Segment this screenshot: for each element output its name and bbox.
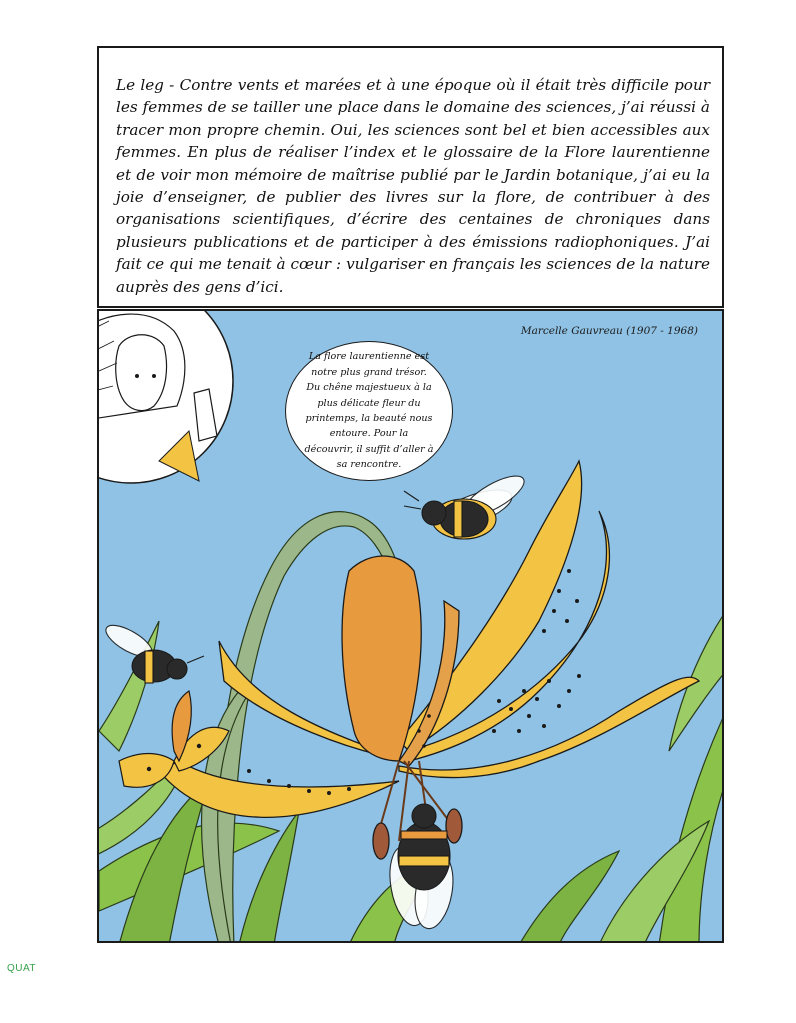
narration-text: Le leg - Contre vents et marées et à une époque où il était très difficile pour les femmes de se tailler une place dans le domaine des sciences, j’ai réussi à tracer mon propre chemin. Oui, les sciences sont bel et bien accessibles aux femmes. En plus de réaliser l’index et le glossaire de la Flore laurentienne et de voir mon mémoire de maîtrise publié par le Jardin botanique, j’ai eu la joie d’enseigner, de publier des livres sur la flore, de contribuer à des organisations scientifiques, d’écrire des centaines de chroniques dans plusieurs publications et de participer à des émissions radiophoniques. J’ai fait ce qui me tenait à cœur : vulgariser en français les sciences de la nature auprès des gens d’ici.	[116, 76, 710, 296]
speech-bubble-text: La flore laurentienne est notre plus grand trésor. Du chêne majestueux à la plus délicate fleur du printemps, la beauté nous entoure. Pour la découvrir, il suffit d’aller à sa rencontre.	[304, 351, 434, 471]
narration-panel	[97, 46, 724, 308]
speech-bubble	[285, 341, 453, 481]
publisher-mark: QUAT	[7, 963, 37, 974]
illustration-caption: Marcelle Gauvreau (1907 - 1968)	[520, 325, 698, 337]
illustration-panel	[97, 309, 724, 943]
